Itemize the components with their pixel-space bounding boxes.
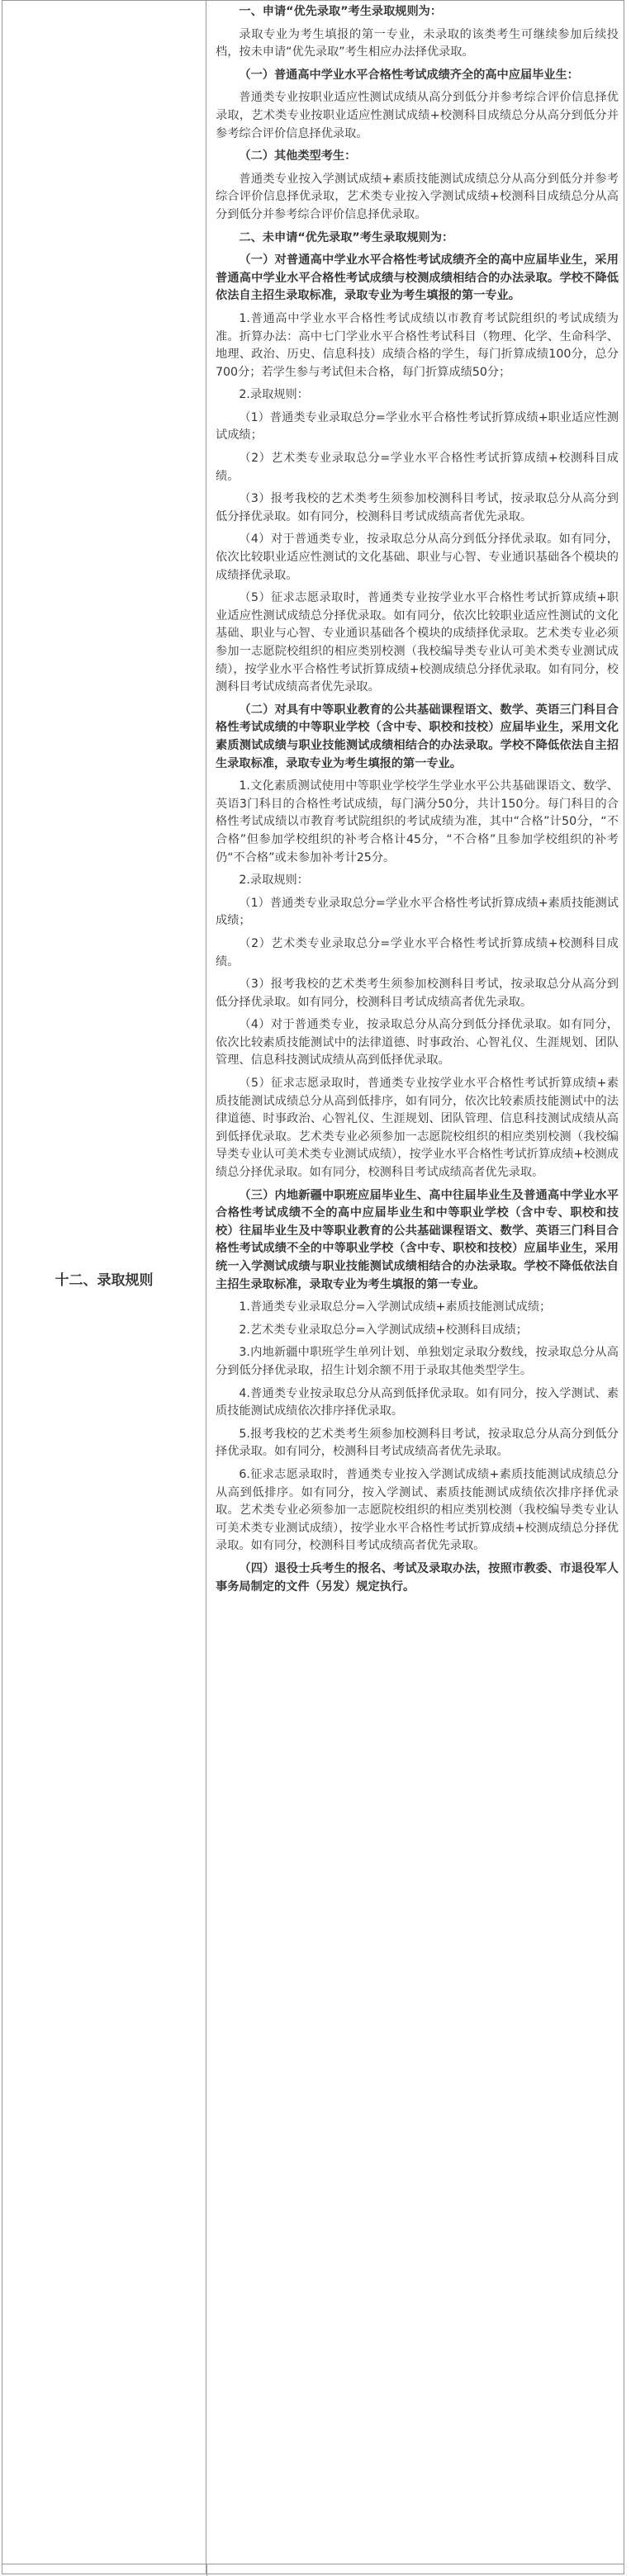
rule-paragraph: （2）艺术类专业录取总分=学业水平合格性考试折算成绩+校测科目成绩。 xyxy=(216,452,619,483)
rule-heading: （一）对普通高中学业水平合格性考试成绩齐全的高中应届毕业生，采用普通高中学业水平合格性考试成绩与校测成绩相结合的办法录取。学校不降低依法自主招生录取标准，录取专业为考生填报的第一专业。 xyxy=(216,253,619,303)
rule-paragraph: （1）普通类专业录取总分=学业水平合格性考试折算成绩+素质技能测试成绩； xyxy=(216,896,619,928)
rules-content-cell xyxy=(207,1,624,1601)
rule-paragraph: 3.内地新疆中职班学生单列计划、单独划定录取分数线，按录取总分从高分到低分择优录取，招生计划余额不用于录取其他类型学生。 xyxy=(216,1346,619,1377)
rule-heading: （一）普通高中学业水平合格性考试成绩齐全的高中应届毕业生： xyxy=(239,68,579,82)
rule-paragraph: 4.普通类专业按录取总分从高到低择优录取。如有同分，按入学测试、素质技能测试成绩依次排序择优录取。 xyxy=(216,1386,619,1418)
rule-heading: 二、未申请“优先录取”考生录取规则为： xyxy=(239,230,454,244)
rule-paragraph: （4）对于普通类专业，按录取总分从高分到低分择优录取。如有同分，依次比较素质技能测试中的法律道德、时事政治、心智礼仪、生涯规划、团队管理、信息科技测试成绩从高到低择优录取。 xyxy=(216,1018,619,1068)
rule-paragraph: （5）征求志愿录取时，普通类专业按学业水平合格性考试折算成绩+素质技能测试成绩总分从高到低排序，如有同分，依次比较素质技能测试中的法律道德、时事政治、心智礼仪、生涯规划、团队管理、信息科技测试成绩从高到低择优录取。艺术类专业必须参加一志愿院校组织的相应类别校测（我校编导类专业认可美术类专业测试成绩），按学业水平合格性考试折算成绩+校测成绩总分择优录取。如有同分，校测科目考试成绩高者优先录取。 xyxy=(216,1077,619,1180)
row-header-cell xyxy=(2,1,206,2574)
column-divider xyxy=(206,2564,207,2576)
rule-heading: （二）其他类型考生： xyxy=(239,149,357,163)
rule-paragraph: （3）报考我校的艺术类考生须参加校测科目考试，按录取总分从高分到低分择优录取。如有同分，校测科目考试成绩高者优先录取。 xyxy=(216,492,619,523)
rule-paragraph: 2.录取规则： xyxy=(239,874,309,888)
rule-heading: （二）对具有中等职业教育的公共基础课程语文、数学、英语三门科目合格性考试成绩的中等职业学校（含中专、职校和技校）应届毕业生，采用文化素质测试成绩与职业技能测试成绩相结合的办法录取。学校不降低依法自主招生录取标准，录取专业为考生填报的第一专业。 xyxy=(216,703,619,770)
rule-heading: 一、申请“优先录取”考生录取规则为： xyxy=(239,5,443,18)
rule-paragraph: （3）报考我校的艺术类考生须参加校测科目考试，按录取总分从高分到低分择优录取。如有同分，校测科目考试成绩高者优先录取。 xyxy=(216,978,619,1009)
row-label: 十二、录取规则 xyxy=(55,1272,154,1289)
admission-rules-table xyxy=(2,0,624,2574)
rule-heading: （四）退役士兵考生的报名、考试及录取办法，按照市教委、市退役军人事务局制定的文件（另发）规定执行。 xyxy=(216,1561,619,1593)
rule-paragraph: （5）征求志愿录取时，普通类专业按学业水平合格性考试折算成绩+职业适应性测试成绩总分择优录取。如有同分，依次比较职业适应性测试的文化基础、职业与心智、专业通识基础各个模块的成绩择优录取。艺术类专业必须参加一志愿院校组织的相应类别校测（我校编导类专业认可美术类专业测试成绩），按学业水平合格性考试折算成绩+校测成绩总分择优录取。如有同分，校测科目考试成绩高者优先录取。 xyxy=(216,591,619,694)
rule-paragraph: 1.普通类专业录取总分=入学测试成绩+素质技能测试成绩； xyxy=(239,1300,552,1314)
rule-paragraph: 2.艺术类专业录取总分=入学测试成绩+校测科目成绩； xyxy=(239,1323,528,1337)
rule-paragraph: 录取专业为考生填报的第一专业，未录取的该类考生可继续参加后续投档，按未申请“优先录取”考生相应办法择优录取。 xyxy=(216,27,619,59)
rule-paragraph: 5.报考我校的艺术类考生须参加校测科目考试，按录取总分从高分到低分择优录取。如有同分，校测科目考试成绩高者优先录取。 xyxy=(216,1427,619,1459)
rule-paragraph: 2.录取规则： xyxy=(239,388,309,402)
rule-paragraph: 1.普通高中学业水平合格性考试成绩以市教育考试院组织的考试成绩为准。折算办法：高中七门学业水平合格性考试科目（物理、化学、生命科学、地理、政治、历史、信息科技）成绩合格的学生，每门折算成绩100分，总分700分；若学生参与考试但未合格，每门折算成绩50分； xyxy=(216,311,619,379)
rule-heading: （三）内地新疆中职班应届毕业生、高中往届毕业生及普通高中学业水平合格性考试成绩不全的高中应届毕业生和中等职业学校（含中专、职校和技校）往届毕业生及中等职业教育的公共基础课程语文、数学、英语三门科目合格性考试成绩不全的中等职业学校（含中专、职校和技校）应届毕业生，采用统一入学测试成绩与职业技能测试成绩相结合的办法录取。学校不降低依法自主招生录取标准，录取专业为考生填报的第一专业。 xyxy=(216,1188,619,1291)
rule-paragraph: （4）对于普通类专业，按录取总分从高分到低分择优录取。如有同分，依次比较职业适应性测试的文化基础、职业与心智、专业通识基础各个模块的成绩择优录取。 xyxy=(216,533,619,582)
next-table-row xyxy=(2,2564,624,2576)
rule-paragraph: 1.文化素质测试使用中等职业学校学生学业水平公共基础课语文、数学、英语3门科目的合格性考试成绩，每门满分50分，共计150分。每门科目的合格性考试成绩以市教育考试院组织的考试成绩为准，其中“合格”计50分，“不合格”但参加学校组织的补考合格计45分，“不合格”且参加学校组织的补考仍“不合格”或未参加补考计25分。 xyxy=(216,779,619,864)
rule-paragraph: 普通类专业按职业适应性测试成绩从高分到低分并参考综合评价信息择优录取，艺术类专业按职业适应性测试成绩+校测科目成绩总分从高分到低分并参考综合评价信息择优录取。 xyxy=(216,91,619,140)
rule-paragraph: （1）普通类专业录取总分=学业水平合格性考试折算成绩+职业适应性测试成绩； xyxy=(216,410,619,443)
rule-paragraph: 6.征求志愿录取时，普通类专业按入学测试成绩+素质技能测试成绩总分从高到低排序。如有同分，按入学测试、素质技能测试成绩依次排序择优录取。艺术类专业必须参加一志愿院校组织的相应类别校测（我校编导类专业认可美术类专业测试成绩），按学业水平合格性考试折算成绩+校测成绩总分择优录取。如有同分，校测科目考试成绩高者优先录取。 xyxy=(216,1467,619,1553)
rule-paragraph: 普通类专业按入学测试成绩+素质技能测试成绩总分从高分到低分并参考综合评价信息择优录取，艺术类专业按入学测试成绩+校测科目成绩总分从高分到低分并参考综合评价信息择优录取。 xyxy=(216,172,619,221)
rule-paragraph: （2）艺术类专业录取总分=学业水平合格性考试折算成绩+校测科目成绩。 xyxy=(216,936,619,968)
